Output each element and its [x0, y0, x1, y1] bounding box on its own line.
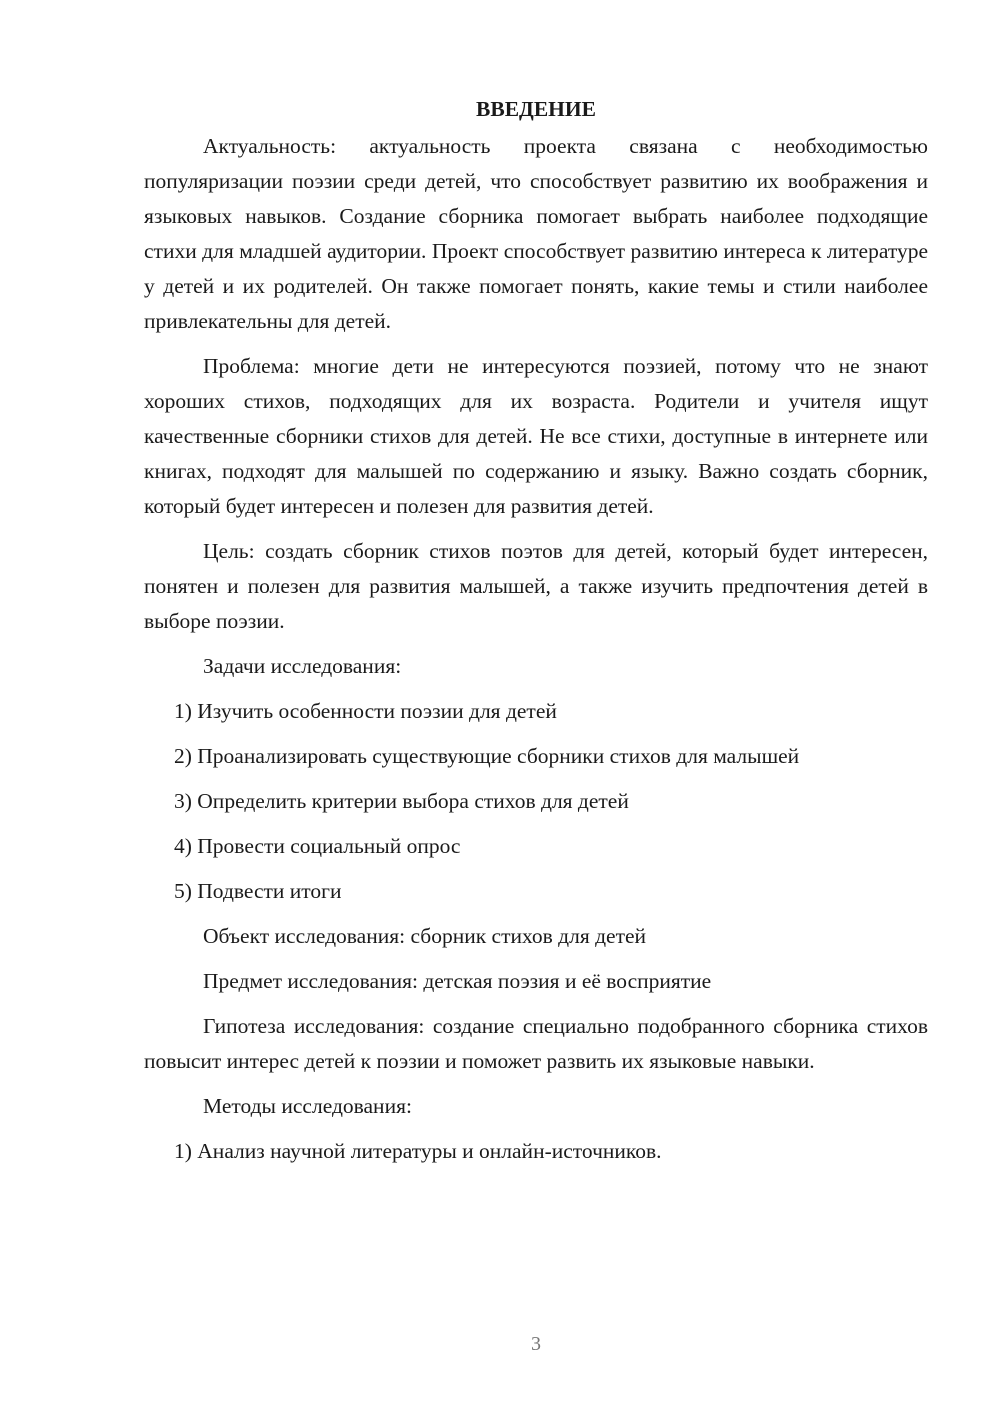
task-item: 2) Проанализировать существующие сборники стихов для малышей: [174, 744, 800, 768]
methods-heading: Методы исследования:: [203, 1094, 412, 1118]
research-object: Объект исследования: сборник стихов для детей: [203, 924, 647, 948]
actuality-paragraph: Актуальность: актуальность проекта связана с необходимостью популяризации поэзии среди детей, что способствует развитию их воображения и языковых навыков. Создание сборника помогает выбрать наиболее подходящие стихи для младшей аудитории. Проект способствует развитию интереса к литературе у детей и их родителей. Он также помогает понять, какие темы и стили наиболее привлекательны для детей.: [144, 134, 928, 333]
page-number: 3: [531, 1333, 541, 1355]
document-page: [144, 92, 928, 1179]
page-title: ВВЕДЕНИЕ: [476, 97, 596, 121]
method-item: 1) Анализ научной литературы и онлайн-источников.: [174, 1139, 662, 1163]
research-subject: Предмет исследования: детская поэзия и её восприятие: [203, 969, 712, 993]
goal-paragraph: Цель: создать сборник стихов поэтов для детей, который будет интересен, понятен и полезен для развития малышей, а также изучить предпочтения детей в выборе поэзии.: [144, 539, 928, 633]
tasks-heading: Задачи исследования:: [203, 654, 402, 678]
task-item: 4) Провести социальный опрос: [174, 834, 461, 858]
task-item: 5) Подвести итоги: [174, 879, 342, 903]
problem-paragraph: Проблема: многие дети не интересуются поэзией, потому что не знают хороших стихов, подходящих для их возраста. Родители и учителя ищут качественные сборники стихов для детей. Не все стихи, доступные в интернете или книгах, подходят для малышей по содержанию и языку. Важно создать сборник, который будет интересен и полезен для развития детей.: [144, 354, 928, 518]
task-item: 1) Изучить особенности поэзии для детей: [174, 699, 557, 723]
task-item: 3) Определить критерии выбора стихов для детей: [174, 789, 629, 813]
hypothesis-paragraph: Гипотеза исследования: создание специально подобранного сборника стихов повысит интерес детей к поэзии и поможет развить их языковые навыки.: [144, 1014, 928, 1073]
